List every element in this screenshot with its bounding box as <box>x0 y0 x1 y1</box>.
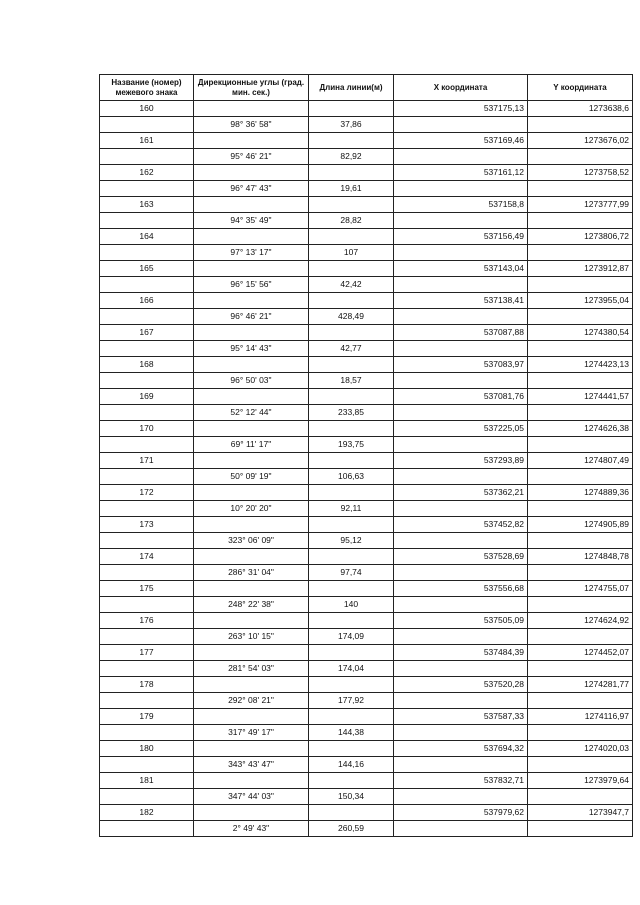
point-row <box>100 133 633 149</box>
empty-cell <box>528 693 633 709</box>
empty-cell <box>194 453 309 469</box>
empty-cell <box>309 229 394 245</box>
boundary-coordinates-table <box>99 74 633 837</box>
empty-cell <box>394 821 528 837</box>
line-length: 233,85 <box>309 405 394 421</box>
point-row <box>100 325 633 341</box>
empty-cell <box>194 101 309 117</box>
direction-angle: 2° 49' 43" <box>194 821 309 837</box>
empty-cell <box>394 469 528 485</box>
empty-cell <box>309 453 394 469</box>
x-coordinate: 537979,62 <box>394 805 528 821</box>
line-length: 42,77 <box>309 341 394 357</box>
point-row <box>100 581 633 597</box>
y-coordinate: 1273638,6 <box>528 101 633 117</box>
x-coordinate: 537694,32 <box>394 741 528 757</box>
line-length: 28,82 <box>309 213 394 229</box>
y-coordinate: 1274452,07 <box>528 645 633 661</box>
line-length: 260,59 <box>309 821 394 837</box>
y-coordinate: 1273947,7 <box>528 805 633 821</box>
empty-cell <box>528 469 633 485</box>
line-length: 428,49 <box>309 309 394 325</box>
direction-angle: 96° 15' 56" <box>194 277 309 293</box>
empty-cell <box>394 661 528 677</box>
direction-angle: 343° 43' 47" <box>194 757 309 773</box>
empty-cell <box>394 373 528 389</box>
empty-cell <box>309 549 394 565</box>
empty-cell <box>394 501 528 517</box>
empty-cell <box>100 693 194 709</box>
line-length: 193,75 <box>309 437 394 453</box>
segment-row <box>100 501 633 517</box>
empty-cell <box>194 165 309 181</box>
empty-cell <box>528 245 633 261</box>
direction-angle: 52° 12' 44" <box>194 405 309 421</box>
line-length: 174,09 <box>309 629 394 645</box>
y-coordinate: 1274281,77 <box>528 677 633 693</box>
y-coordinate: 1273979,64 <box>528 773 633 789</box>
empty-cell <box>309 645 394 661</box>
point-name: 163 <box>100 197 194 213</box>
line-length: 177,92 <box>309 693 394 709</box>
segment-row <box>100 149 633 165</box>
empty-cell <box>194 517 309 533</box>
y-coordinate: 1274848,78 <box>528 549 633 565</box>
empty-cell <box>194 261 309 277</box>
empty-cell <box>194 581 309 597</box>
line-length: 174,04 <box>309 661 394 677</box>
header-length: Длина линии(м) <box>309 75 394 101</box>
point-name: 179 <box>100 709 194 725</box>
empty-cell <box>194 549 309 565</box>
y-coordinate: 1273758,52 <box>528 165 633 181</box>
empty-cell <box>100 533 194 549</box>
empty-cell <box>194 645 309 661</box>
header-x: X координата <box>394 75 528 101</box>
empty-cell <box>309 517 394 533</box>
empty-cell <box>194 613 309 629</box>
empty-cell <box>100 597 194 613</box>
empty-cell <box>528 341 633 357</box>
empty-cell <box>394 245 528 261</box>
empty-cell <box>394 309 528 325</box>
segment-row <box>100 661 633 677</box>
empty-cell <box>194 325 309 341</box>
segment-row <box>100 597 633 613</box>
x-coordinate: 537484,39 <box>394 645 528 661</box>
empty-cell <box>528 661 633 677</box>
segment-row <box>100 821 633 837</box>
x-coordinate: 537520,28 <box>394 677 528 693</box>
point-name: 169 <box>100 389 194 405</box>
point-row <box>100 453 633 469</box>
empty-cell <box>309 165 394 181</box>
direction-angle: 286° 31' 04" <box>194 565 309 581</box>
point-row <box>100 293 633 309</box>
empty-cell <box>100 213 194 229</box>
empty-cell <box>100 789 194 805</box>
point-name: 172 <box>100 485 194 501</box>
y-coordinate: 1274441,57 <box>528 389 633 405</box>
empty-cell <box>100 181 194 197</box>
empty-cell <box>309 389 394 405</box>
empty-cell <box>100 565 194 581</box>
segment-row <box>100 757 633 773</box>
point-row <box>100 101 633 117</box>
empty-cell <box>394 213 528 229</box>
x-coordinate: 537083,97 <box>394 357 528 373</box>
direction-angle: 97° 13' 17" <box>194 245 309 261</box>
empty-cell <box>309 325 394 341</box>
line-length: 92,11 <box>309 501 394 517</box>
segment-row <box>100 341 633 357</box>
line-length: 37,86 <box>309 117 394 133</box>
x-coordinate: 537169,46 <box>394 133 528 149</box>
y-coordinate: 1274380,54 <box>528 325 633 341</box>
empty-cell <box>309 581 394 597</box>
x-coordinate: 537225,05 <box>394 421 528 437</box>
segment-row <box>100 277 633 293</box>
empty-cell <box>394 789 528 805</box>
point-row <box>100 165 633 181</box>
empty-cell <box>194 677 309 693</box>
segment-row <box>100 533 633 549</box>
y-coordinate: 1274624,92 <box>528 613 633 629</box>
empty-cell <box>100 245 194 261</box>
point-row <box>100 485 633 501</box>
empty-cell <box>100 725 194 741</box>
y-coordinate: 1273676,02 <box>528 133 633 149</box>
empty-cell <box>309 293 394 309</box>
x-coordinate: 537156,49 <box>394 229 528 245</box>
point-name: 173 <box>100 517 194 533</box>
line-length: 97,74 <box>309 565 394 581</box>
x-coordinate: 537452,82 <box>394 517 528 533</box>
point-name: 165 <box>100 261 194 277</box>
empty-cell <box>528 533 633 549</box>
line-length: 144,38 <box>309 725 394 741</box>
point-row <box>100 709 633 725</box>
empty-cell <box>394 117 528 133</box>
x-coordinate: 537081,76 <box>394 389 528 405</box>
point-row <box>100 549 633 565</box>
empty-cell <box>528 373 633 389</box>
empty-cell <box>194 773 309 789</box>
line-length: 42,42 <box>309 277 394 293</box>
header-name: Название (номер) межевого знака <box>100 75 194 101</box>
table-header-row <box>100 75 633 101</box>
empty-cell <box>309 741 394 757</box>
empty-cell <box>528 213 633 229</box>
empty-cell <box>528 597 633 613</box>
point-name: 164 <box>100 229 194 245</box>
direction-angle: 347° 44' 03" <box>194 789 309 805</box>
point-name: 176 <box>100 613 194 629</box>
empty-cell <box>100 405 194 421</box>
x-coordinate: 537087,88 <box>394 325 528 341</box>
empty-cell <box>309 101 394 117</box>
segment-row <box>100 789 633 805</box>
empty-cell <box>194 741 309 757</box>
point-name: 170 <box>100 421 194 437</box>
x-coordinate: 537161,12 <box>394 165 528 181</box>
empty-cell <box>100 117 194 133</box>
segment-row <box>100 469 633 485</box>
empty-cell <box>394 181 528 197</box>
empty-cell <box>394 565 528 581</box>
line-length: 107 <box>309 245 394 261</box>
point-name: 171 <box>100 453 194 469</box>
y-coordinate: 1274905,89 <box>528 517 633 533</box>
point-name: 181 <box>100 773 194 789</box>
x-coordinate: 537362,21 <box>394 485 528 501</box>
table-body <box>100 101 633 837</box>
x-coordinate: 537175,13 <box>394 101 528 117</box>
y-coordinate: 1273806,72 <box>528 229 633 245</box>
point-row <box>100 421 633 437</box>
empty-cell <box>100 277 194 293</box>
direction-angle: 69° 11' 17" <box>194 437 309 453</box>
point-name: 174 <box>100 549 194 565</box>
direction-angle: 96° 46' 21" <box>194 309 309 325</box>
empty-cell <box>394 277 528 293</box>
segment-row <box>100 629 633 645</box>
point-name: 166 <box>100 293 194 309</box>
direction-angle: 248° 22' 38" <box>194 597 309 613</box>
x-coordinate: 537293,89 <box>394 453 528 469</box>
direction-angle: 317° 49' 17" <box>194 725 309 741</box>
empty-cell <box>394 629 528 645</box>
segment-row <box>100 437 633 453</box>
point-row <box>100 261 633 277</box>
point-name: 167 <box>100 325 194 341</box>
direction-angle: 95° 14' 43" <box>194 341 309 357</box>
empty-cell <box>100 629 194 645</box>
empty-cell <box>100 373 194 389</box>
point-name: 168 <box>100 357 194 373</box>
empty-cell <box>194 197 309 213</box>
y-coordinate: 1274807,49 <box>528 453 633 469</box>
y-coordinate: 1274626,38 <box>528 421 633 437</box>
point-name: 180 <box>100 741 194 757</box>
empty-cell <box>309 421 394 437</box>
y-coordinate: 1274889,36 <box>528 485 633 501</box>
empty-cell <box>528 437 633 453</box>
segment-row <box>100 405 633 421</box>
empty-cell <box>194 389 309 405</box>
segment-row <box>100 565 633 581</box>
empty-cell <box>394 533 528 549</box>
header-y: Y координата <box>528 75 633 101</box>
segment-row <box>100 213 633 229</box>
segment-row <box>100 181 633 197</box>
y-coordinate: 1273955,04 <box>528 293 633 309</box>
empty-cell <box>309 773 394 789</box>
empty-cell <box>309 805 394 821</box>
empty-cell <box>309 133 394 149</box>
empty-cell <box>100 821 194 837</box>
line-length: 19,61 <box>309 181 394 197</box>
empty-cell <box>309 709 394 725</box>
empty-cell <box>394 437 528 453</box>
empty-cell <box>309 677 394 693</box>
line-length: 95,12 <box>309 533 394 549</box>
segment-row <box>100 117 633 133</box>
empty-cell <box>528 117 633 133</box>
empty-cell <box>528 565 633 581</box>
empty-cell <box>100 437 194 453</box>
point-row <box>100 357 633 373</box>
empty-cell <box>528 821 633 837</box>
empty-cell <box>194 357 309 373</box>
y-coordinate: 1274020,03 <box>528 741 633 757</box>
empty-cell <box>309 613 394 629</box>
empty-cell <box>100 501 194 517</box>
empty-cell <box>528 757 633 773</box>
point-name: 178 <box>100 677 194 693</box>
direction-angle: 10° 20' 20" <box>194 501 309 517</box>
y-coordinate: 1274755,07 <box>528 581 633 597</box>
point-row <box>100 677 633 693</box>
empty-cell <box>309 357 394 373</box>
direction-angle: 323° 06' 09" <box>194 533 309 549</box>
y-coordinate: 1273777,99 <box>528 197 633 213</box>
empty-cell <box>194 229 309 245</box>
empty-cell <box>309 261 394 277</box>
line-length: 82,92 <box>309 149 394 165</box>
segment-row <box>100 245 633 261</box>
segment-row <box>100 309 633 325</box>
line-length: 144,16 <box>309 757 394 773</box>
empty-cell <box>394 725 528 741</box>
empty-cell <box>194 293 309 309</box>
x-coordinate: 537832,71 <box>394 773 528 789</box>
direction-angle: 96° 50' 03" <box>194 373 309 389</box>
empty-cell <box>194 421 309 437</box>
point-row <box>100 517 633 533</box>
point-row <box>100 229 633 245</box>
direction-angle: 281° 54' 03" <box>194 661 309 677</box>
empty-cell <box>394 341 528 357</box>
x-coordinate: 537505,09 <box>394 613 528 629</box>
segment-row <box>100 725 633 741</box>
empty-cell <box>528 149 633 165</box>
segment-row <box>100 373 633 389</box>
x-coordinate: 537158,8 <box>394 197 528 213</box>
empty-cell <box>194 709 309 725</box>
empty-cell <box>528 181 633 197</box>
empty-cell <box>528 405 633 421</box>
direction-angle: 263° 10' 15" <box>194 629 309 645</box>
point-row <box>100 741 633 757</box>
empty-cell <box>194 805 309 821</box>
empty-cell <box>100 341 194 357</box>
y-coordinate: 1274423,13 <box>528 357 633 373</box>
empty-cell <box>528 629 633 645</box>
line-length: 140 <box>309 597 394 613</box>
direction-angle: 98° 36' 58" <box>194 117 309 133</box>
point-name: 161 <box>100 133 194 149</box>
point-name: 175 <box>100 581 194 597</box>
x-coordinate: 537587,33 <box>394 709 528 725</box>
empty-cell <box>100 757 194 773</box>
x-coordinate: 537143,04 <box>394 261 528 277</box>
x-coordinate: 537556,68 <box>394 581 528 597</box>
point-row <box>100 613 633 629</box>
point-row <box>100 805 633 821</box>
empty-cell <box>528 789 633 805</box>
point-name: 177 <box>100 645 194 661</box>
empty-cell <box>100 309 194 325</box>
direction-angle: 96° 47' 43" <box>194 181 309 197</box>
empty-cell <box>194 485 309 501</box>
empty-cell <box>100 149 194 165</box>
empty-cell <box>528 725 633 741</box>
empty-cell <box>528 309 633 325</box>
x-coordinate: 537528,69 <box>394 549 528 565</box>
point-name: 160 <box>100 101 194 117</box>
empty-cell <box>394 597 528 613</box>
line-length: 18,57 <box>309 373 394 389</box>
empty-cell <box>394 149 528 165</box>
x-coordinate: 537138,41 <box>394 293 528 309</box>
empty-cell <box>100 469 194 485</box>
point-name: 162 <box>100 165 194 181</box>
segment-row <box>100 693 633 709</box>
empty-cell <box>100 661 194 677</box>
point-name: 182 <box>100 805 194 821</box>
direction-angle: 94° 35' 49" <box>194 213 309 229</box>
empty-cell <box>309 197 394 213</box>
point-row <box>100 197 633 213</box>
empty-cell <box>394 693 528 709</box>
point-row <box>100 773 633 789</box>
point-row <box>100 389 633 405</box>
direction-angle: 50° 09' 19" <box>194 469 309 485</box>
empty-cell <box>194 133 309 149</box>
direction-angle: 292° 08' 21" <box>194 693 309 709</box>
line-length: 150,34 <box>309 789 394 805</box>
empty-cell <box>528 501 633 517</box>
y-coordinate: 1273912,87 <box>528 261 633 277</box>
line-length: 106,63 <box>309 469 394 485</box>
y-coordinate: 1274116,97 <box>528 709 633 725</box>
empty-cell <box>394 405 528 421</box>
point-row <box>100 645 633 661</box>
header-angle: Дирекционные углы (град. мин. сек.) <box>194 75 309 101</box>
direction-angle: 95° 46' 21" <box>194 149 309 165</box>
empty-cell <box>528 277 633 293</box>
empty-cell <box>394 757 528 773</box>
empty-cell <box>309 485 394 501</box>
